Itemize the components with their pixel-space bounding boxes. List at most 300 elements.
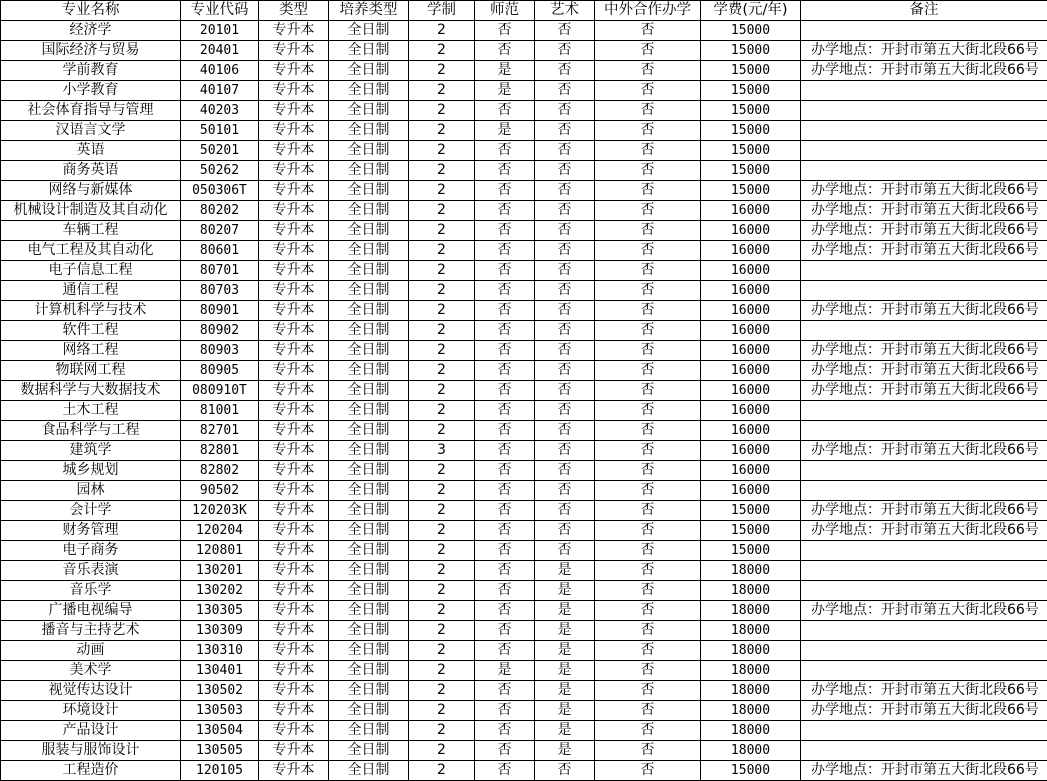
cell-type: 专升本 — [259, 301, 329, 321]
cell-normal: 否 — [475, 201, 535, 221]
cell-sino-foreign: 否 — [595, 441, 701, 461]
table-row — [1, 401, 1047, 421]
cell-normal: 否 — [475, 221, 535, 241]
cell-art: 否 — [535, 21, 595, 41]
cell-type: 专升本 — [259, 341, 329, 361]
cell-tuition: 16000 — [701, 481, 801, 501]
cell-sino-foreign: 否 — [595, 221, 701, 241]
cell-type: 专升本 — [259, 641, 329, 661]
table-row — [1, 521, 1047, 541]
cell-type: 专升本 — [259, 201, 329, 221]
cell-normal: 否 — [475, 581, 535, 601]
cell-major-code: 130505 — [181, 741, 259, 761]
cell-sino-foreign: 否 — [595, 741, 701, 761]
cell-major-code: 50262 — [181, 161, 259, 181]
cell-type: 专升本 — [259, 681, 329, 701]
cell-major-code: 80601 — [181, 241, 259, 261]
table-row — [1, 21, 1047, 41]
cell-major-name: 环境设计 — [1, 701, 181, 721]
cell-sino-foreign: 否 — [595, 461, 701, 481]
cell-art: 否 — [535, 101, 595, 121]
cell-major-code: 130502 — [181, 681, 259, 701]
cell-art: 否 — [535, 461, 595, 481]
cell-study-mode: 全日制 — [329, 541, 409, 561]
cell-duration: 2 — [409, 401, 475, 421]
cell-normal: 是 — [475, 661, 535, 681]
cell-study-mode: 全日制 — [329, 721, 409, 741]
cell-major-name: 国际经济与贸易 — [1, 41, 181, 61]
cell-duration: 2 — [409, 41, 475, 61]
table-row — [1, 601, 1047, 621]
cell-major-code: 50101 — [181, 121, 259, 141]
cell-duration: 2 — [409, 461, 475, 481]
table-row — [1, 541, 1047, 561]
cell-remark — [801, 281, 1047, 301]
cell-normal: 否 — [475, 721, 535, 741]
column-header-remark: 备注 — [801, 1, 1047, 21]
cell-remark — [801, 721, 1047, 741]
cell-normal: 否 — [475, 761, 535, 781]
cell-duration: 2 — [409, 81, 475, 101]
cell-duration: 2 — [409, 101, 475, 121]
table-row — [1, 221, 1047, 241]
table-row — [1, 641, 1047, 661]
cell-art: 否 — [535, 141, 595, 161]
table-row — [1, 501, 1047, 521]
cell-remark — [801, 541, 1047, 561]
cell-type: 专升本 — [259, 761, 329, 781]
table-row — [1, 261, 1047, 281]
cell-study-mode: 全日制 — [329, 61, 409, 81]
cell-study-mode: 全日制 — [329, 421, 409, 441]
cell-major-code: 40203 — [181, 101, 259, 121]
cell-normal: 是 — [475, 121, 535, 141]
cell-major-name: 工程造价 — [1, 761, 181, 781]
cell-tuition: 16000 — [701, 281, 801, 301]
cell-remark — [801, 741, 1047, 761]
cell-tuition: 15000 — [701, 761, 801, 781]
cell-major-name: 食品科学与工程 — [1, 421, 181, 441]
cell-major-name: 视觉传达设计 — [1, 681, 181, 701]
cell-remark: 办学地点：开封市第五大街北段66号 — [801, 381, 1047, 401]
cell-type: 专升本 — [259, 81, 329, 101]
cell-tuition: 16000 — [701, 461, 801, 481]
cell-normal: 否 — [475, 361, 535, 381]
table-row — [1, 701, 1047, 721]
cell-remark — [801, 421, 1047, 441]
cell-duration: 2 — [409, 361, 475, 381]
cell-type: 专升本 — [259, 101, 329, 121]
cell-art: 否 — [535, 241, 595, 261]
cell-duration: 2 — [409, 201, 475, 221]
cell-sino-foreign: 否 — [595, 541, 701, 561]
cell-sino-foreign: 否 — [595, 161, 701, 181]
cell-duration: 2 — [409, 281, 475, 301]
cell-major-code: 81001 — [181, 401, 259, 421]
cell-type: 专升本 — [259, 721, 329, 741]
cell-study-mode: 全日制 — [329, 241, 409, 261]
table-row — [1, 121, 1047, 141]
cell-sino-foreign: 否 — [595, 501, 701, 521]
cell-duration: 2 — [409, 681, 475, 701]
cell-remark — [801, 141, 1047, 161]
cell-sino-foreign: 否 — [595, 421, 701, 441]
cell-study-mode: 全日制 — [329, 701, 409, 721]
cell-study-mode: 全日制 — [329, 661, 409, 681]
cell-art: 是 — [535, 661, 595, 681]
cell-tuition: 16000 — [701, 241, 801, 261]
table-body — [1, 21, 1047, 781]
cell-tuition: 16000 — [701, 221, 801, 241]
cell-major-code: 20101 — [181, 21, 259, 41]
cell-major-name: 财务管理 — [1, 521, 181, 541]
table-row — [1, 681, 1047, 701]
cell-remark — [801, 481, 1047, 501]
cell-duration: 2 — [409, 521, 475, 541]
cell-major-name: 服装与服饰设计 — [1, 741, 181, 761]
cell-major-code: 50201 — [181, 141, 259, 161]
cell-remark: 办学地点：开封市第五大街北段66号 — [801, 501, 1047, 521]
cell-duration: 2 — [409, 321, 475, 341]
cell-art: 否 — [535, 421, 595, 441]
cell-normal: 否 — [475, 381, 535, 401]
cell-study-mode: 全日制 — [329, 561, 409, 581]
cell-tuition: 16000 — [701, 201, 801, 221]
cell-normal: 否 — [475, 101, 535, 121]
cell-type: 专升本 — [259, 501, 329, 521]
cell-major-name: 通信工程 — [1, 281, 181, 301]
cell-type: 专升本 — [259, 141, 329, 161]
cell-major-name: 音乐学 — [1, 581, 181, 601]
cell-study-mode: 全日制 — [329, 141, 409, 161]
cell-type: 专升本 — [259, 401, 329, 421]
cell-art: 否 — [535, 341, 595, 361]
cell-type: 专升本 — [259, 561, 329, 581]
table-row — [1, 241, 1047, 261]
cell-tuition: 18000 — [701, 661, 801, 681]
cell-sino-foreign: 否 — [595, 381, 701, 401]
cell-major-name: 播音与主持艺术 — [1, 621, 181, 641]
table-row — [1, 41, 1047, 61]
cell-duration: 2 — [409, 661, 475, 681]
cell-tuition: 15000 — [701, 541, 801, 561]
cell-type: 专升本 — [259, 521, 329, 541]
cell-tuition: 16000 — [701, 301, 801, 321]
cell-duration: 2 — [409, 541, 475, 561]
table-row — [1, 481, 1047, 501]
table-row — [1, 461, 1047, 481]
cell-normal: 否 — [475, 741, 535, 761]
table-row — [1, 181, 1047, 201]
cell-major-name: 园林 — [1, 481, 181, 501]
cell-type: 专升本 — [259, 621, 329, 641]
cell-normal: 否 — [475, 301, 535, 321]
cell-remark: 办学地点：开封市第五大街北段66号 — [801, 341, 1047, 361]
cell-remark: 办学地点：开封市第五大街北段66号 — [801, 41, 1047, 61]
cell-art: 否 — [535, 221, 595, 241]
cell-type: 专升本 — [259, 321, 329, 341]
cell-major-name: 美术学 — [1, 661, 181, 681]
cell-sino-foreign: 否 — [595, 641, 701, 661]
cell-major-name: 车辆工程 — [1, 221, 181, 241]
cell-study-mode: 全日制 — [329, 381, 409, 401]
cell-tuition: 16000 — [701, 361, 801, 381]
cell-tuition: 18000 — [701, 681, 801, 701]
cell-major-name: 经济学 — [1, 21, 181, 41]
cell-sino-foreign: 否 — [595, 401, 701, 421]
cell-normal: 否 — [475, 561, 535, 581]
cell-study-mode: 全日制 — [329, 361, 409, 381]
cell-art: 否 — [535, 161, 595, 181]
cell-tuition: 15000 — [701, 161, 801, 181]
cell-normal: 否 — [475, 321, 535, 341]
cell-study-mode: 全日制 — [329, 81, 409, 101]
cell-major-code: 80901 — [181, 301, 259, 321]
cell-study-mode: 全日制 — [329, 641, 409, 661]
cell-type: 专升本 — [259, 181, 329, 201]
cell-major-name: 小学教育 — [1, 81, 181, 101]
cell-normal: 否 — [475, 21, 535, 41]
cell-major-code: 130401 — [181, 661, 259, 681]
cell-major-code: 130504 — [181, 721, 259, 741]
cell-tuition: 16000 — [701, 381, 801, 401]
cell-type: 专升本 — [259, 241, 329, 261]
cell-tuition: 16000 — [701, 261, 801, 281]
table-row — [1, 661, 1047, 681]
cell-art: 否 — [535, 181, 595, 201]
cell-normal: 否 — [475, 181, 535, 201]
cell-art: 否 — [535, 201, 595, 221]
cell-art: 是 — [535, 701, 595, 721]
cell-duration: 2 — [409, 481, 475, 501]
cell-remark: 办学地点：开封市第五大街北段66号 — [801, 681, 1047, 701]
cell-type: 专升本 — [259, 441, 329, 461]
cell-type: 专升本 — [259, 221, 329, 241]
cell-sino-foreign: 否 — [595, 601, 701, 621]
cell-type: 专升本 — [259, 481, 329, 501]
cell-major-code: 80903 — [181, 341, 259, 361]
cell-major-name: 动画 — [1, 641, 181, 661]
cell-art: 否 — [535, 521, 595, 541]
cell-duration: 2 — [409, 221, 475, 241]
cell-art: 是 — [535, 621, 595, 641]
cell-art: 否 — [535, 61, 595, 81]
cell-sino-foreign: 否 — [595, 481, 701, 501]
cell-art: 否 — [535, 301, 595, 321]
cell-normal: 否 — [475, 501, 535, 521]
cell-duration: 2 — [409, 761, 475, 781]
cell-major-name: 土木工程 — [1, 401, 181, 421]
cell-duration: 2 — [409, 421, 475, 441]
cell-type: 专升本 — [259, 21, 329, 41]
cell-major-name: 电子信息工程 — [1, 261, 181, 281]
cell-remark: 办学地点：开封市第五大街北段66号 — [801, 361, 1047, 381]
cell-major-code: 80905 — [181, 361, 259, 381]
cell-remark — [801, 101, 1047, 121]
cell-duration: 2 — [409, 621, 475, 641]
cell-sino-foreign: 否 — [595, 181, 701, 201]
cell-major-code: 82801 — [181, 441, 259, 461]
cell-normal: 否 — [475, 241, 535, 261]
cell-study-mode: 全日制 — [329, 761, 409, 781]
cell-sino-foreign: 否 — [595, 561, 701, 581]
cell-sino-foreign: 否 — [595, 141, 701, 161]
cell-duration: 2 — [409, 641, 475, 661]
cell-duration: 2 — [409, 161, 475, 181]
cell-major-code: 80202 — [181, 201, 259, 221]
cell-tuition: 15000 — [701, 21, 801, 41]
table-row — [1, 361, 1047, 381]
cell-study-mode: 全日制 — [329, 121, 409, 141]
cell-study-mode: 全日制 — [329, 401, 409, 421]
cell-study-mode: 全日制 — [329, 301, 409, 321]
cell-normal: 否 — [475, 601, 535, 621]
cell-major-name: 学前教育 — [1, 61, 181, 81]
table-row — [1, 141, 1047, 161]
cell-major-code: 120105 — [181, 761, 259, 781]
cell-tuition: 15000 — [701, 61, 801, 81]
cell-remark — [801, 321, 1047, 341]
cell-major-name: 软件工程 — [1, 321, 181, 341]
cell-art: 是 — [535, 581, 595, 601]
cell-tuition: 16000 — [701, 441, 801, 461]
cell-sino-foreign: 否 — [595, 201, 701, 221]
cell-art: 否 — [535, 381, 595, 401]
cell-study-mode: 全日制 — [329, 261, 409, 281]
cell-art: 否 — [535, 481, 595, 501]
cell-normal: 否 — [475, 621, 535, 641]
cell-sino-foreign: 否 — [595, 581, 701, 601]
column-header-art: 艺术 — [535, 1, 595, 21]
cell-study-mode: 全日制 — [329, 221, 409, 241]
cell-major-code: 120203K — [181, 501, 259, 521]
cell-sino-foreign: 否 — [595, 121, 701, 141]
column-header-major-code: 专业代码 — [181, 1, 259, 21]
cell-major-name: 计算机科学与技术 — [1, 301, 181, 321]
cell-study-mode: 全日制 — [329, 461, 409, 481]
cell-art: 否 — [535, 541, 595, 561]
cell-sino-foreign: 否 — [595, 721, 701, 741]
cell-tuition: 15000 — [701, 121, 801, 141]
cell-tuition: 15000 — [701, 501, 801, 521]
cell-sino-foreign: 否 — [595, 361, 701, 381]
cell-sino-foreign: 否 — [595, 101, 701, 121]
cell-type: 专升本 — [259, 121, 329, 141]
cell-duration: 2 — [409, 561, 475, 581]
cell-type: 专升本 — [259, 281, 329, 301]
cell-art: 是 — [535, 561, 595, 581]
table-row — [1, 421, 1047, 441]
cell-major-code: 130305 — [181, 601, 259, 621]
cell-major-code: 80207 — [181, 221, 259, 241]
cell-study-mode: 全日制 — [329, 521, 409, 541]
cell-study-mode: 全日制 — [329, 281, 409, 301]
table-row — [1, 201, 1047, 221]
cell-major-name: 网络工程 — [1, 341, 181, 361]
cell-major-name: 社会体育指导与管理 — [1, 101, 181, 121]
cell-duration: 2 — [409, 141, 475, 161]
cell-sino-foreign: 否 — [595, 341, 701, 361]
cell-study-mode: 全日制 — [329, 681, 409, 701]
cell-art: 否 — [535, 281, 595, 301]
cell-duration: 2 — [409, 701, 475, 721]
cell-remark: 办学地点：开封市第五大街北段66号 — [801, 761, 1047, 781]
cell-tuition: 15000 — [701, 81, 801, 101]
cell-major-name: 会计学 — [1, 501, 181, 521]
cell-tuition: 18000 — [701, 561, 801, 581]
cell-art: 否 — [535, 121, 595, 141]
cell-study-mode: 全日制 — [329, 621, 409, 641]
cell-art: 是 — [535, 681, 595, 701]
table-row — [1, 741, 1047, 761]
cell-duration: 2 — [409, 121, 475, 141]
cell-remark — [801, 621, 1047, 641]
cell-remark — [801, 461, 1047, 481]
column-header-major-name: 专业名称 — [1, 1, 181, 21]
cell-sino-foreign: 否 — [595, 241, 701, 261]
cell-major-name: 汉语言文学 — [1, 121, 181, 141]
cell-sino-foreign: 否 — [595, 661, 701, 681]
cell-normal: 否 — [475, 641, 535, 661]
cell-remark: 办学地点：开封市第五大街北段66号 — [801, 241, 1047, 261]
cell-normal: 是 — [475, 81, 535, 101]
cell-sino-foreign: 否 — [595, 681, 701, 701]
cell-remark: 办学地点：开封市第五大街北段66号 — [801, 221, 1047, 241]
cell-normal: 否 — [475, 521, 535, 541]
cell-remark — [801, 581, 1047, 601]
cell-remark — [801, 261, 1047, 281]
cell-type: 专升本 — [259, 381, 329, 401]
cell-type: 专升本 — [259, 661, 329, 681]
cell-remark: 办学地点：开封市第五大街北段66号 — [801, 441, 1047, 461]
cell-art: 是 — [535, 601, 595, 621]
cell-major-name: 城乡规划 — [1, 461, 181, 481]
cell-normal: 否 — [475, 161, 535, 181]
cell-major-code: 120801 — [181, 541, 259, 561]
cell-remark: 办学地点：开封市第五大街北段66号 — [801, 61, 1047, 81]
cell-duration: 2 — [409, 241, 475, 261]
cell-type: 专升本 — [259, 581, 329, 601]
cell-major-name: 商务英语 — [1, 161, 181, 181]
cell-normal: 是 — [475, 61, 535, 81]
cell-normal: 否 — [475, 281, 535, 301]
cell-remark — [801, 21, 1047, 41]
cell-remark: 办学地点：开封市第五大街北段66号 — [801, 521, 1047, 541]
table-row — [1, 721, 1047, 741]
cell-major-code: 080910T — [181, 381, 259, 401]
column-header-duration: 学制 — [409, 1, 475, 21]
cell-sino-foreign: 否 — [595, 301, 701, 321]
cell-tuition: 18000 — [701, 721, 801, 741]
cell-study-mode: 全日制 — [329, 181, 409, 201]
cell-art: 是 — [535, 641, 595, 661]
cell-duration: 2 — [409, 341, 475, 361]
cell-tuition: 15000 — [701, 41, 801, 61]
cell-type: 专升本 — [259, 421, 329, 441]
cell-major-code: 40106 — [181, 61, 259, 81]
column-header-study-mode: 培养类型 — [329, 1, 409, 21]
cell-duration: 2 — [409, 261, 475, 281]
cell-art: 否 — [535, 361, 595, 381]
cell-tuition: 16000 — [701, 341, 801, 361]
table-row — [1, 441, 1047, 461]
cell-major-code: 40107 — [181, 81, 259, 101]
cell-duration: 2 — [409, 741, 475, 761]
cell-major-name: 产品设计 — [1, 721, 181, 741]
cell-remark: 办学地点：开封市第五大街北段66号 — [801, 701, 1047, 721]
cell-type: 专升本 — [259, 601, 329, 621]
cell-duration: 2 — [409, 501, 475, 521]
